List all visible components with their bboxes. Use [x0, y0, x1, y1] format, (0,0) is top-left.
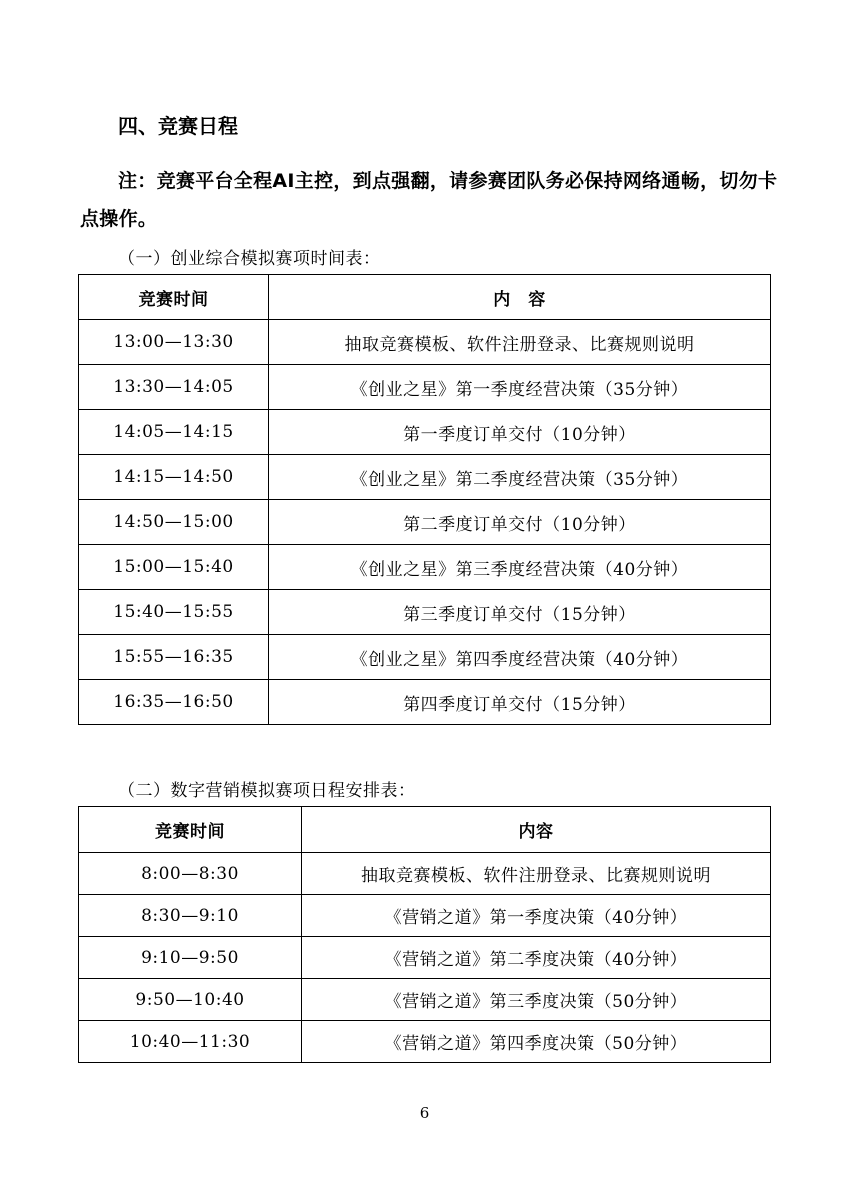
content-cell: 抽取竞赛模板、软件注册登录、比赛规则说明 [269, 320, 771, 365]
table-row [79, 1021, 771, 1063]
time-cell: 9:10—9:50 [79, 937, 302, 979]
table1-title: （一）创业综合模拟赛项时间表： [118, 249, 381, 269]
table-row [79, 937, 771, 979]
table-row [79, 590, 771, 635]
content-cell: 《营销之道》第四季度决策（50分钟） [302, 1021, 771, 1063]
table-row [79, 853, 771, 895]
time-cell: 8:00—8:30 [79, 853, 302, 895]
table-row [79, 545, 771, 590]
header-time: 竞赛时间 [79, 807, 302, 853]
content-cell: 第一季度订单交付（10分钟） [269, 410, 771, 455]
table-row [79, 410, 771, 455]
time-cell: 15:40—15:55 [79, 590, 269, 635]
table-header-row [79, 275, 771, 320]
time-cell: 14:50—15:00 [79, 500, 269, 545]
content-cell: 《创业之星》第二季度经营决策（35分钟） [269, 455, 771, 500]
table-header-row [79, 807, 771, 853]
time-cell: 16:35—16:50 [79, 680, 269, 725]
time-cell: 9:50—10:40 [79, 979, 302, 1021]
startup-schedule-table [78, 274, 771, 725]
table-row [79, 455, 771, 500]
content-cell: 《创业之星》第一季度经营决策（35分钟） [269, 365, 771, 410]
table2-title: （二）数字营销模拟赛项日程安排表： [118, 781, 416, 801]
header-content: 内容 [302, 807, 771, 853]
note-paragraph: 注：竞赛平台全程AI主控，到点强翻，请参赛团队务必保持网络通畅，切勿卡点操作。 [80, 170, 778, 230]
content-cell: 第三季度订单交付（15分钟） [269, 590, 771, 635]
time-cell: 15:00—15:40 [79, 545, 269, 590]
content-cell: 抽取竞赛模板、软件注册登录、比赛规则说明 [302, 853, 771, 895]
content-cell: 第二季度订单交付（10分钟） [269, 500, 771, 545]
table-row [79, 365, 771, 410]
table-row [79, 500, 771, 545]
table-row [79, 979, 771, 1021]
table-row [79, 635, 771, 680]
table-row [79, 680, 771, 725]
time-cell: 8:30—9:10 [79, 895, 302, 937]
time-cell: 13:30—14:05 [79, 365, 269, 410]
header-content: 内 容 [269, 275, 771, 320]
marketing-schedule-table [78, 806, 771, 1063]
time-cell: 14:15—14:50 [79, 455, 269, 500]
page-number: 6 [419, 1104, 430, 1122]
content-cell: 《营销之道》第一季度决策（40分钟） [302, 895, 771, 937]
time-cell: 10:40—11:30 [79, 1021, 302, 1063]
table-row [79, 320, 771, 365]
content-cell: 《创业之星》第四季度经营决策（40分钟） [269, 635, 771, 680]
time-cell: 13:00—13:30 [79, 320, 269, 365]
time-cell: 15:55—16:35 [79, 635, 269, 680]
content-cell: 第四季度订单交付（15分钟） [269, 680, 771, 725]
content-cell: 《创业之星》第三季度经营决策（40分钟） [269, 545, 771, 590]
table-row [79, 895, 771, 937]
content-cell: 《营销之道》第三季度决策（50分钟） [302, 979, 771, 1021]
time-cell: 14:05—14:15 [79, 410, 269, 455]
header-time: 竞赛时间 [79, 275, 269, 320]
content-cell: 《营销之道》第二季度决策（40分钟） [302, 937, 771, 979]
section-heading: 四、竞赛日程 [118, 114, 238, 138]
